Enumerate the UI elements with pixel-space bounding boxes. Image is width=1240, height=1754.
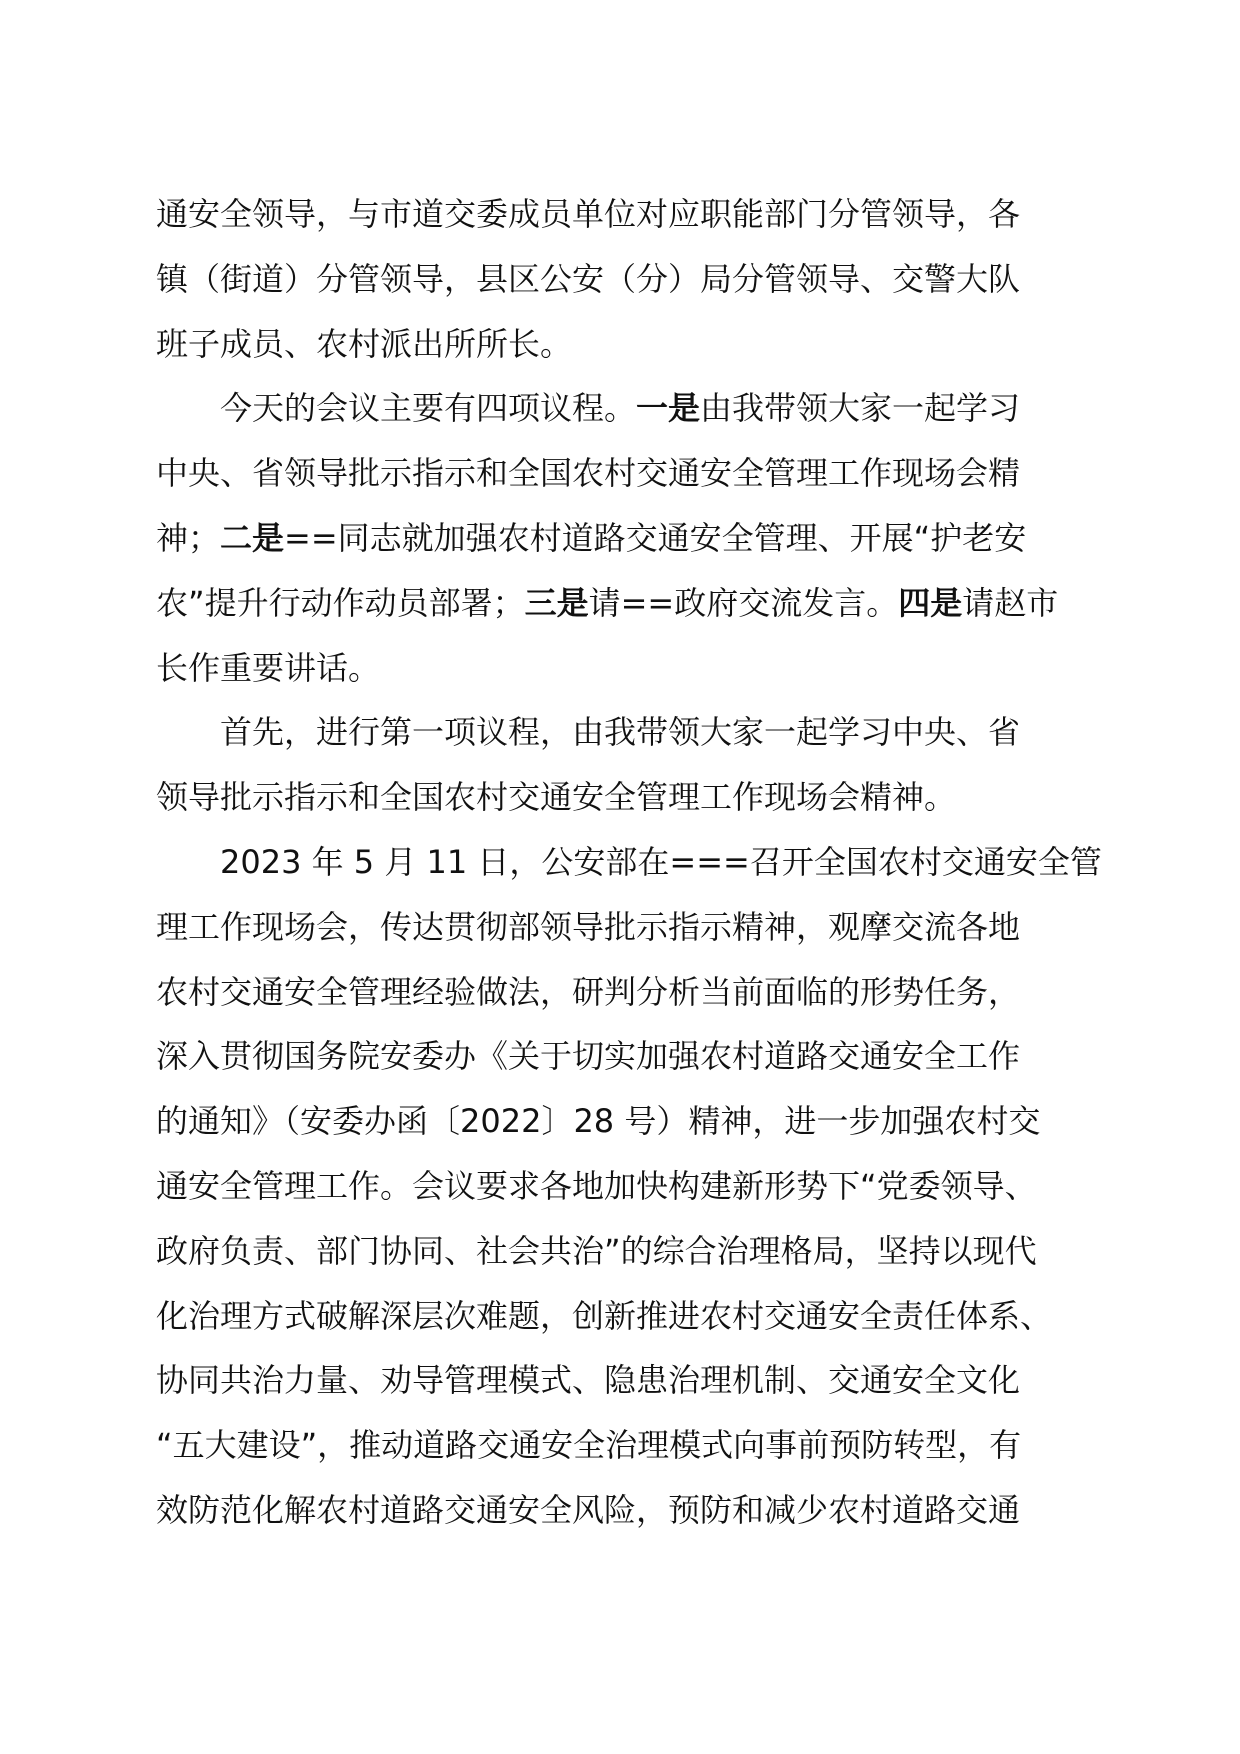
paragraph-2 xyxy=(156,376,1092,700)
text-line: 班子成员、农村派出所所长。 xyxy=(156,324,573,363)
paragraph-3 xyxy=(156,700,1092,830)
text-line: 领导批示指示和全国农村交通安全管理工作现场会精神。 xyxy=(156,778,957,817)
text-segment: 请赵市 xyxy=(962,583,1059,622)
text-line: 深入贯彻国务院安委办《关于切实加强农村道路交通安全工作 xyxy=(156,1037,1021,1076)
text-line xyxy=(92,506,1092,571)
bold-marker: 二是 xyxy=(220,518,285,557)
text-segment: 农”提升行动作动员部署； xyxy=(156,583,525,622)
text-line xyxy=(92,441,1092,506)
text-segment: 中央、省领导批示指示和全国农村交通安全管理工作现场会精 xyxy=(156,454,1021,493)
text-line xyxy=(92,636,1092,701)
document-body xyxy=(156,182,1102,1543)
text-segment: ==同志就加强农村道路交通安全管理、开展“护老安 xyxy=(284,518,1027,557)
text-segment: 请==政府交流发言。 xyxy=(588,583,899,622)
text-line: 首先，进行第一项议程，由我带领大家一起学习中央、省 xyxy=(220,713,1021,752)
text-line xyxy=(92,571,1092,636)
text-line: 农村交通安全管理经验做法，研判分析当前面临的形势任务， xyxy=(156,972,1021,1011)
paragraph-1 xyxy=(156,182,1092,376)
text-segment: 神； xyxy=(156,518,221,557)
text-segment: 由我带领大家一起学习 xyxy=(700,389,1021,428)
text-line: 镇（街道）分管领导，县区公安（分）局分管领导、交警大队 xyxy=(156,259,1021,298)
text-line xyxy=(156,376,1092,441)
bold-marker: 四是 xyxy=(898,583,963,622)
text-line: 协同共治力量、劝导管理模式、隐患治理机制、交通安全文化 xyxy=(156,1361,1021,1400)
text-line: 化治理方式破解深层次难题，创新推进农村交通安全责任体系、 xyxy=(156,1296,1053,1335)
text-line: 效防范化解农村道路交通安全风险，预防和减少农村道路交通 xyxy=(156,1490,1021,1529)
text-segment: 长作重要讲话。 xyxy=(156,648,381,687)
text-line: 通安全管理工作。会议要求各地加快构建新形势下“党委领导、 xyxy=(156,1166,1037,1205)
text-line: 2023 年 5 月 11 日，公安部在===召开全国农村交通安全管 xyxy=(220,842,1102,881)
text-segment: 今天的会议主要有四项议程。 xyxy=(220,389,637,428)
paragraph-4 xyxy=(156,830,1102,1543)
text-line: 理工作现场会，传达贯彻部领导批示指示精神，观摩交流各地 xyxy=(156,907,1021,946)
bold-marker: 三是 xyxy=(524,583,589,622)
text-line: 的通知》（安委办函〔2022〕28 号）精神，进一步加强农村交 xyxy=(156,1102,1041,1141)
text-line: “五大建设”，推动道路交通安全治理模式向事前预防转型，有 xyxy=(156,1426,1022,1465)
text-line: 政府负责、部门协同、社会共治”的综合治理格局，坚持以现代 xyxy=(156,1231,1037,1270)
text-line: 通安全领导，与市道交委成员单位对应职能部门分管领导，各 xyxy=(156,195,1021,233)
bold-marker: 一是 xyxy=(636,389,701,428)
